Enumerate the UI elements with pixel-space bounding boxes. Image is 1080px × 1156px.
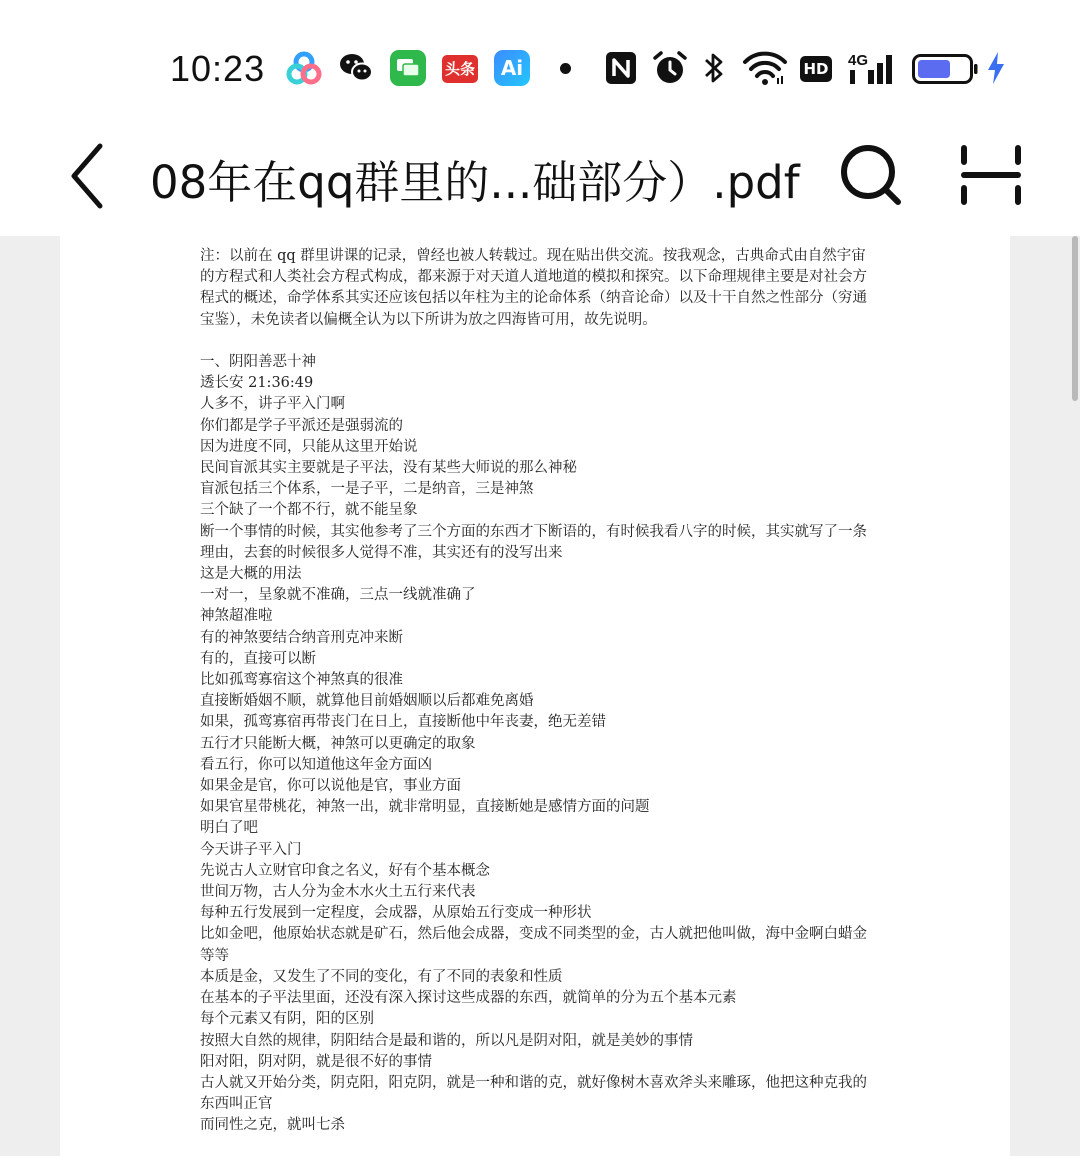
text-line: 因为进度不同，只能从这里开始说 [200,438,418,455]
text-line: 透长安 21:36:49 [200,375,314,392]
text-line: 每种五行发展到一定程度，会成器，从原始五行变成一种形状 [200,905,592,922]
messages-icon [390,50,426,86]
alarm-icon [652,50,688,86]
back-arrow-icon [74,146,100,206]
photos-icon [286,50,322,86]
viewer-toolbar [0,118,1080,236]
text-line: 盲派包括三个体系，一是子平，二是纳音，三是神煞 [200,481,534,498]
text-line: 看五行，你可以知道他这年金方面凶 [200,756,432,773]
text-line: 人多不，讲子平入门啊 [200,396,345,413]
pdf-page [60,236,1010,1156]
document-title: 08年在qq群里的...础部分）.pdf [150,156,800,209]
text-line: 世间万物，古人分为金木水火土五行来代表 [200,884,476,901]
more-menu-button[interactable] [956,144,1026,206]
text-line: 这是大概的用法 [200,566,302,583]
notification-dot-icon [560,63,571,74]
text-line: 今天讲子平入门 [200,841,302,858]
search-icon [844,148,898,202]
hd-icon: HD [800,56,832,82]
text-line: 按照大自然的规律，阴阳结合是最和谐的，所以凡是阴对阳，就是美妙的事情 [200,1032,693,1049]
text-line: 比如孤鸾寡宿这个神煞真的很准 [200,672,403,689]
text-line: 如果官星带桃花，神煞一出，就非常明显，直接断她是感情方面的问题 [200,799,650,816]
text-line: 明白了吧 [200,820,258,837]
ai-icon: Ai [494,50,530,86]
battery-icon [912,54,978,84]
text-line: 在基本的子平法里面，还没有深入探讨这些成器的东西，就简单的分为五个基本元素 [200,990,737,1007]
menu-icon [964,148,1018,202]
text-line: 比如金吧，他原始状态就是矿石，然后他会成器，变成不同类型的金，古人就把他叫做，海中金啊白蜡金等等 [200,926,867,964]
text-line: 古人就又开始分类，阴克阳，阳克阴，就是一种和谐的克，就好像树木喜欢斧头来雕琢，他把这种克我的东西叫正官 [200,1074,867,1113]
text-line: 每个元素又有阴，阳的区别 [200,1011,374,1028]
intro-paragraph: 注：以前在 qq 群里讲课的记录，曾经也被人转载过。现在贴出供交流。按我观念，古典命式由自然宇宙的方程式和人类社会方程式构成，都来源于对天道人道地道的模拟和探究。以下命理规律主要是对社会方程式的概述，命学体系其实还应该包括以年柱为主的论命体系（纳音论命）以及十干自然之性部分（穷通宝鉴），未免读者以偏概全认为以下所讲为放之四海皆可用，故先说明。 [200,248,867,328]
text-line: 神煞超准啦 [200,608,273,625]
clock: 10:23 [170,48,266,89]
text-line: 一对一，呈象就不准确，三点一线就准确了 [200,587,476,604]
toutiao-icon: 头条 [442,55,478,83]
paragraph-gap [200,331,875,352]
search-button[interactable] [836,140,906,210]
text-line: 有的神煞要结合纳音刑克冲来断 [200,629,403,646]
charging-icon [986,50,1006,86]
text-line: 有的，直接可以断 [200,650,316,667]
text-line: 你们都是学子平派还是强弱流的 [200,417,403,434]
text-line: 民间盲派其实主要就是子平法，没有某些大师说的那么神秘 [200,460,577,477]
text-line: 而同性之克，就叫七杀 [200,1117,345,1134]
page-text [200,246,875,1137]
nfc-icon [604,50,638,86]
text-line: 如果金是官，你可以说他是官，事业方面 [200,778,461,795]
signal-4g-icon [848,50,896,86]
text-line: 一、阴阳善恶十神 [200,354,316,370]
status-bar [0,0,1080,118]
text-line: 直接断婚姻不顺，就算他目前婚姻顺以后都难免离婚 [200,693,534,710]
text-line: 如果，孤鸾寡宿再带丧门在日上，直接断他中年丧妻，绝无差错 [200,714,606,731]
text-line: 本质是金，又发生了不同的变化，有了不同的表象和性质 [200,968,563,985]
scrollbar-thumb[interactable] [1072,236,1078,401]
back-button[interactable] [60,136,120,216]
text-line: 先说古人立财官印食之名义，好有个基本概念 [200,862,490,879]
pdf-viewer[interactable] [0,236,1080,1156]
text-line: 断一个事情的时候，其实他参考了三个方面的东西才下断语的，有时候我看八字的时候，其实就写了一条理由，去套的时候很多人觉得不准，其实还有的没写出来 [200,523,867,561]
wifi-icon [742,50,788,86]
text-line: 三个缺了一个都不行，就不能呈象 [200,502,418,519]
text-line: 五行才只能断大概，神煞可以更确定的取象 [200,735,476,752]
wechat-icon [338,50,374,86]
network-type-label: 4G [848,52,869,69]
text-line: 阳对阳，阴对阴，就是很不好的事情 [200,1053,432,1070]
bluetooth-icon [702,50,726,86]
